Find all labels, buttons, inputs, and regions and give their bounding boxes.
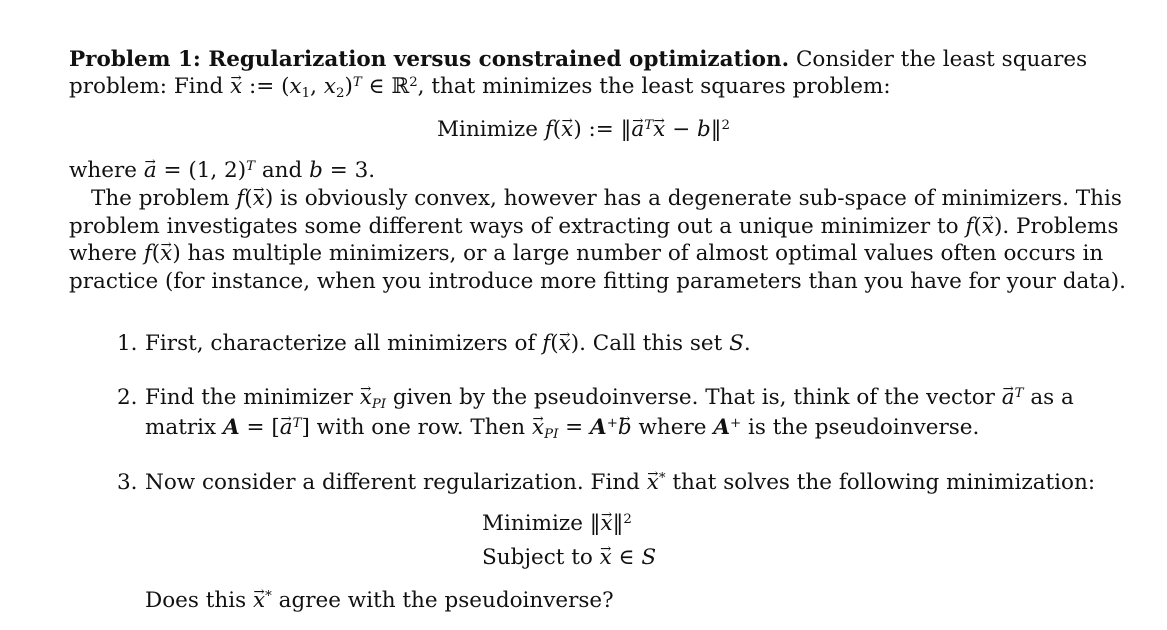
problem-intro-line: problem: Find → x := ($x_1$, $x_2)^T$ ∈ ℝ$^2$, that minimizes the least squares problem:: [69, 73, 1067, 104]
problem-title: Problem 1: Regularization versus constrained optimization.: [69, 47, 790, 72]
subject-to-constraint: Subject to → x ∈ S: [482, 544, 656, 572]
problem-heading-line: [69, 46, 1088, 74]
where-line: where → a = (1, 2)$^T$ and b = 3.: [69, 157, 1067, 188]
minimize-norm-equation: Minimize ‖→ x‖$^2$: [482, 510, 632, 541]
paragraph-line-3: where f(→ x) has multiple minimizers, or a large number of almost optimal values often occurs in: [69, 240, 1067, 268]
list-item-2-line-2: matrix A = [→ $a^T$] with one row. Then → $x_{PI} = A^+\to b$ where A+ is the pseudoinverse.: [145, 414, 1067, 445]
list-item-2-line-1: Find the minimizer → $x_{PI}$ given by the pseudoinverse. That is, think of the vector → $a^T$ as a: [145, 384, 1067, 415]
list-item-number-3: 3.: [117, 470, 138, 495]
paragraph-line-4: practice (for instance, when you introduce more fitting parameters than you have for your data).: [69, 269, 1126, 294]
list-item-number-2: 2.: [117, 385, 138, 410]
list-item-number-1: 1.: [117, 331, 138, 356]
problem-intro-start: Consider the least squares: [795, 47, 1088, 72]
list-item-3: Now consider a different regularization. Find → x* that solves the following minimization:: [145, 469, 1067, 500]
list-item-1: First, characterize all minimizers of f(→ x). Call this set S.: [145, 330, 1067, 358]
final-question: Does this → x* agree with the pseudoinverse?: [145, 587, 1067, 618]
objective-equation: Minimize f(→ x) := ‖→ $a^T\to x$ − b‖$^2$: [0, 116, 1167, 147]
paragraph-line-2: problem investigates some different ways of extracting out a unique minimizer to f(→ x). Problems: [69, 213, 1067, 241]
paragraph-line-1: The problem f(→ x) is obviously convex, however has a degenerate sub-space of minimizers. This: [91, 185, 1067, 213]
